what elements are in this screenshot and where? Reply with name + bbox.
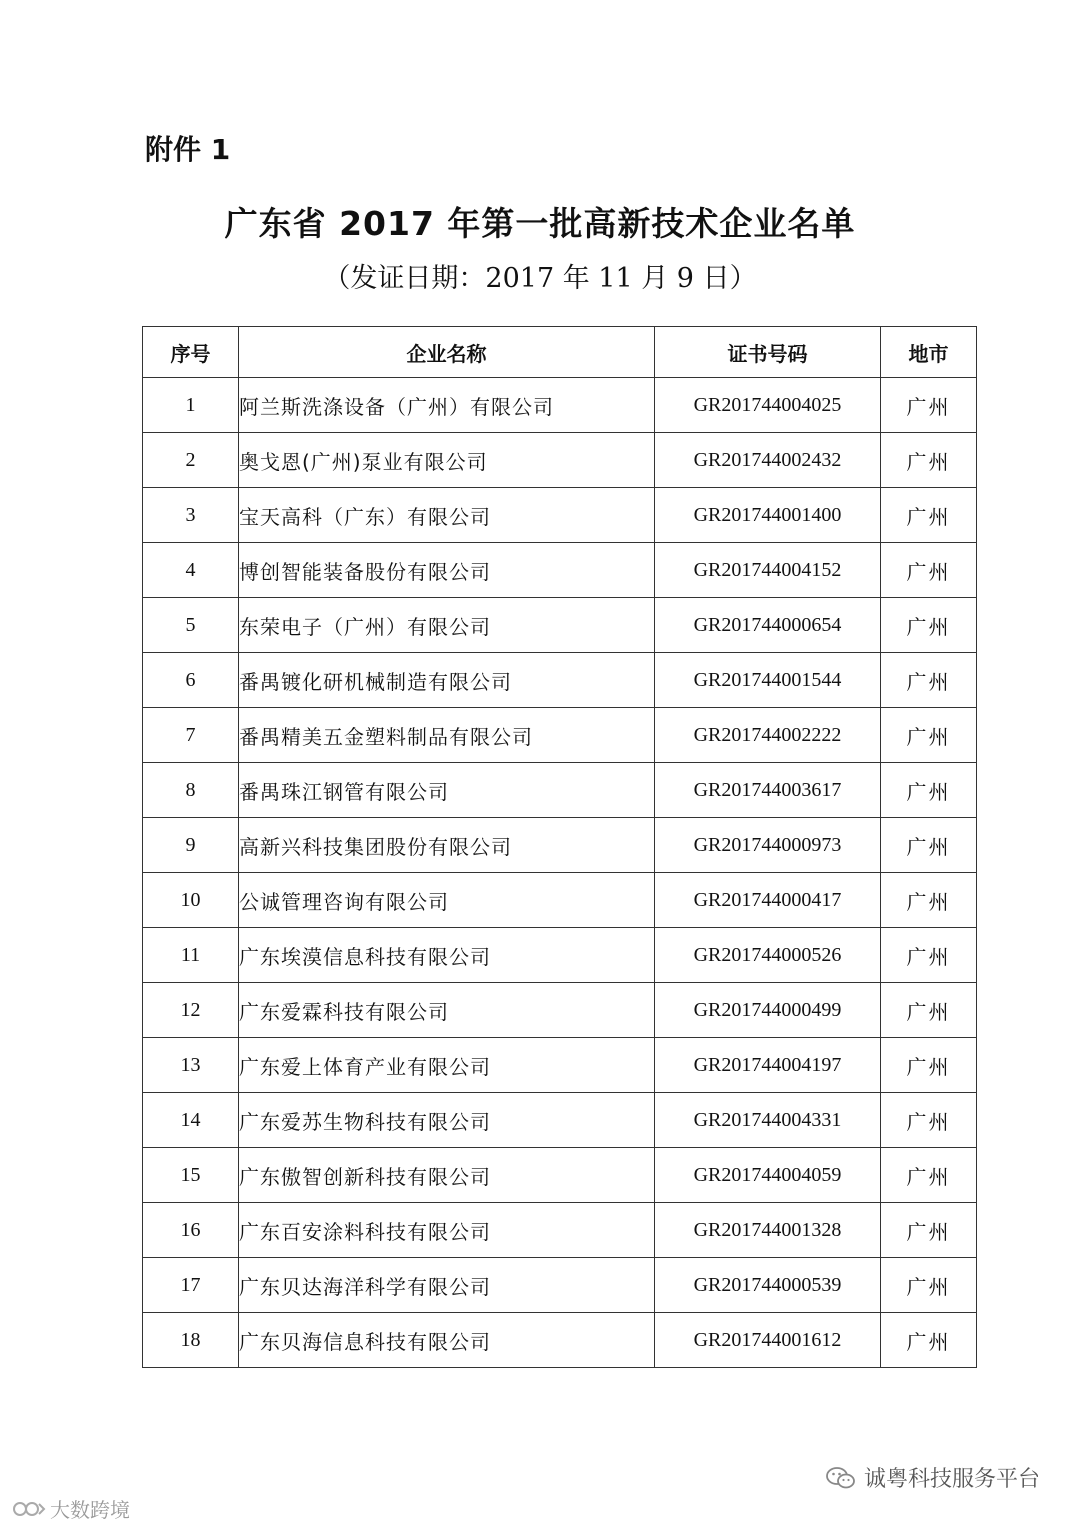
header-no: 序号 xyxy=(143,327,239,378)
city: 广州 xyxy=(881,378,977,433)
certificate-number: GR201744004059 xyxy=(655,1148,881,1203)
city: 广州 xyxy=(881,488,977,543)
certificate-number: GR201744001328 xyxy=(655,1203,881,1258)
table-row xyxy=(143,818,977,873)
document-title: 广东省 2017 年第一批高新技术企业名单 xyxy=(224,204,856,243)
row-number: 6 xyxy=(143,653,239,708)
city: 广州 xyxy=(881,928,977,983)
certificate-number: GR201744001400 xyxy=(655,488,881,543)
row-number: 1 xyxy=(143,378,239,433)
table-row xyxy=(143,1313,977,1368)
row-number: 2 xyxy=(143,433,239,488)
company-name: 阿兰斯洗涤设备（广州）有限公司 xyxy=(239,378,655,433)
company-name: 广东爱苏生物科技有限公司 xyxy=(239,1093,655,1148)
company-name: 番禺珠江钢管有限公司 xyxy=(239,763,655,818)
row-number: 8 xyxy=(143,763,239,818)
company-name: 广东百安涂料科技有限公司 xyxy=(239,1203,655,1258)
certificate-number: GR201744000499 xyxy=(655,983,881,1038)
city: 广州 xyxy=(881,1203,977,1258)
certificate-number: GR201744004197 xyxy=(655,1038,881,1093)
certificate-number: GR201744000417 xyxy=(655,873,881,928)
certificate-number: GR201744004025 xyxy=(655,378,881,433)
company-name: 公诚管理咨询有限公司 xyxy=(239,873,655,928)
company-name: 高新兴科技集团股份有限公司 xyxy=(239,818,655,873)
row-number: 18 xyxy=(143,1313,239,1368)
row-number: 4 xyxy=(143,543,239,598)
row-number: 17 xyxy=(143,1258,239,1313)
certificate-number: GR201744000539 xyxy=(655,1258,881,1313)
row-number: 3 xyxy=(143,488,239,543)
company-table xyxy=(142,326,977,1368)
row-number: 10 xyxy=(143,873,239,928)
company-name: 番禺精美五金塑料制品有限公司 xyxy=(239,708,655,763)
table-row xyxy=(143,378,977,433)
table-row xyxy=(143,653,977,708)
table-header xyxy=(143,327,977,378)
city: 广州 xyxy=(881,873,977,928)
header-city: 地市 xyxy=(881,327,977,378)
table-row xyxy=(143,763,977,818)
table-row xyxy=(143,488,977,543)
brand-name: 大数跨境 xyxy=(50,1498,130,1522)
row-number: 16 xyxy=(143,1203,239,1258)
row-number: 9 xyxy=(143,818,239,873)
certificate-number: GR201744000526 xyxy=(655,928,881,983)
city: 广州 xyxy=(881,983,977,1038)
city: 广州 xyxy=(881,543,977,598)
certificate-number: GR201744002432 xyxy=(655,433,881,488)
header-row xyxy=(143,327,977,378)
city: 广州 xyxy=(881,1258,977,1313)
row-number: 15 xyxy=(143,1148,239,1203)
table-row xyxy=(143,433,977,488)
document-subtitle: （发证日期：2017 年 11 月 9 日） xyxy=(323,263,757,294)
company-name: 东荣电子（广州）有限公司 xyxy=(239,598,655,653)
row-number: 11 xyxy=(143,928,239,983)
table-row xyxy=(143,708,977,763)
table-row xyxy=(143,1148,977,1203)
city: 广州 xyxy=(881,763,977,818)
attachment-label: 附件 1 xyxy=(145,133,231,166)
certificate-number: GR201744000973 xyxy=(655,818,881,873)
table-row xyxy=(143,543,977,598)
row-number: 7 xyxy=(143,708,239,763)
table-row xyxy=(143,1258,977,1313)
row-number: 13 xyxy=(143,1038,239,1093)
city: 广州 xyxy=(881,1093,977,1148)
table-row xyxy=(143,928,977,983)
row-number: 5 xyxy=(143,598,239,653)
table-row xyxy=(143,983,977,1038)
brand-watermark xyxy=(12,1494,130,1523)
city: 广州 xyxy=(881,1148,977,1203)
row-number: 14 xyxy=(143,1093,239,1148)
certificate-number: GR201744003617 xyxy=(655,763,881,818)
company-name: 博创智能装备股份有限公司 xyxy=(239,543,655,598)
city: 广州 xyxy=(881,598,977,653)
certificate-number: GR201744002222 xyxy=(655,708,881,763)
certificate-number: GR201744004331 xyxy=(655,1093,881,1148)
certificate-number: GR201744004152 xyxy=(655,543,881,598)
wechat-icon xyxy=(826,1466,856,1490)
company-name: 广东傲智创新科技有限公司 xyxy=(239,1148,655,1203)
table-row xyxy=(143,1038,977,1093)
table-body xyxy=(143,378,977,1368)
city: 广州 xyxy=(881,818,977,873)
certificate-number: GR201744000654 xyxy=(655,598,881,653)
table-row xyxy=(143,873,977,928)
certificate-number: GR201744001544 xyxy=(655,653,881,708)
company-name: 广东贝达海洋科学有限公司 xyxy=(239,1258,655,1313)
wechat-watermark xyxy=(826,1462,1040,1493)
row-number: 12 xyxy=(143,983,239,1038)
table-row xyxy=(143,1203,977,1258)
certificate-number: GR201744001612 xyxy=(655,1313,881,1368)
company-name: 番禺镀化研机械制造有限公司 xyxy=(239,653,655,708)
header-name: 企业名称 xyxy=(239,327,655,378)
city: 广州 xyxy=(881,653,977,708)
header-cert: 证书号码 xyxy=(655,327,881,378)
company-name: 广东埃漠信息科技有限公司 xyxy=(239,928,655,983)
table-row xyxy=(143,1093,977,1148)
city: 广州 xyxy=(881,1313,977,1368)
company-name: 广东贝海信息科技有限公司 xyxy=(239,1313,655,1368)
city: 广州 xyxy=(881,1038,977,1093)
table-row xyxy=(143,598,977,653)
city: 广州 xyxy=(881,708,977,763)
company-name: 广东爱霖科技有限公司 xyxy=(239,983,655,1038)
city: 广州 xyxy=(881,433,977,488)
brand-logo-icon xyxy=(12,1499,46,1519)
company-name: 宝天高科（广东）有限公司 xyxy=(239,488,655,543)
wechat-account-name: 诚粤科技服务平台 xyxy=(863,1467,1040,1492)
company-name: 广东爱上体育产业有限公司 xyxy=(239,1038,655,1093)
company-name: 奥戈恩(广州)泵业有限公司 xyxy=(239,433,655,488)
